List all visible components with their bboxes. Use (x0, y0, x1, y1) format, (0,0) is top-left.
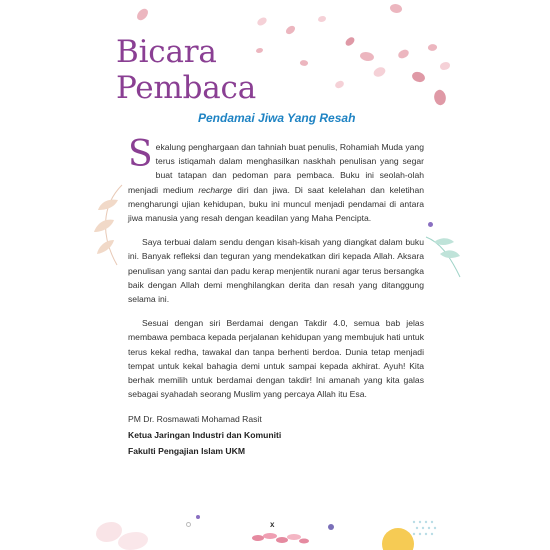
dot-decoration (328, 524, 334, 530)
petal-decoration (389, 2, 404, 15)
dot-decoration (428, 222, 433, 227)
dot-decoration (186, 522, 191, 527)
paragraph-1 (128, 134, 425, 225)
petal-decoration (431, 88, 448, 107)
signature-faculty: Fakulti Pengajian Islam UKM (128, 446, 245, 457)
drop-cap: S (128, 134, 153, 175)
signature-block (128, 411, 424, 459)
leaf-decoration-left (92, 180, 132, 270)
petal-decoration (440, 62, 450, 70)
petal-decoration (397, 49, 410, 60)
petal-decoration (427, 43, 437, 51)
petal-decoration (285, 24, 297, 36)
title-line-1: Bicara (116, 34, 217, 70)
petal-decoration (372, 65, 387, 80)
title-line-2: Pembaca (116, 70, 256, 106)
signature-position: Ketua Jaringan Industri dan Komuniti (128, 430, 282, 441)
dotted-decoration (410, 518, 440, 542)
petal-decoration (299, 59, 309, 67)
paragraph-1-part-b: diri dan jiwa. Di saat kelelahan dan keletihan mengharungi ujian kehidupan, buku ini muncul menjadi pendamai di antara jiwa manusia yang resah dengan keadilan yang Maha Pencipta. (128, 184, 425, 224)
page-number: x (270, 520, 275, 529)
paragraph-1-italic: recharge (198, 184, 233, 195)
petal-decoration (318, 16, 326, 22)
petal-cluster-decoration (250, 528, 310, 548)
petal-decoration (135, 7, 149, 23)
signature-name: PM Dr. Rosmawati Mohamad Rasit (128, 414, 262, 425)
paragraph-2: Saya terbuai dalam sendu dengan kisah-kisah yang diangkat dalam buku ini. Banyak refleksi dan teguran yang mendekatkan diri kepada Allah. Aksara penulisan yang santai dan padu kerap menjentik nurani agar terus bersangka baik dengan Allah demi menghilangkan derita dan resah yang ditanggung selama ini. (128, 237, 424, 305)
petal-decoration (118, 532, 148, 550)
petal-decoration (256, 48, 263, 53)
leaf-decoration-right (424, 232, 464, 282)
paragraph-1-part-a: ekalung penghargaan dan tahniah buat penulis, Rohamiah Muda yang terus istiqamah dalam menghasilkan naskhah penulisan yang segar buat tatapan dan pedoman para pembaca. Buku ini seolah-olah menjadi medium (128, 142, 424, 195)
dot-decoration (196, 515, 200, 519)
article-body (128, 134, 425, 459)
petal-decoration (334, 79, 345, 90)
article-subtitle: Pendamai Jiwa Yang Resah (198, 111, 356, 125)
petal-decoration (344, 36, 356, 47)
petal-decoration (256, 17, 268, 27)
paragraph-3: Sesuai dengan siri Berdamai dengan Takdir 4.0, semua bab jelas membawa pembaca kepada perjalanan kehidupan yang membujuk hati untuk terus kekal redha, tawakal dan tanpa berhenti berdoa. Dunia tetap menjadi tempat untuk kekal bahagia demi untuk sampai kepada akhirat. Ayuh! Kita berhak memilih untuk berdamai dengan takdir! Ini amanah yang kita galas sebagai syahadah seorang Muslim yang percaya Allah itu Esa. (128, 318, 424, 400)
petal-decoration (410, 69, 426, 85)
petal-decoration (359, 50, 375, 63)
page-title (116, 34, 256, 106)
